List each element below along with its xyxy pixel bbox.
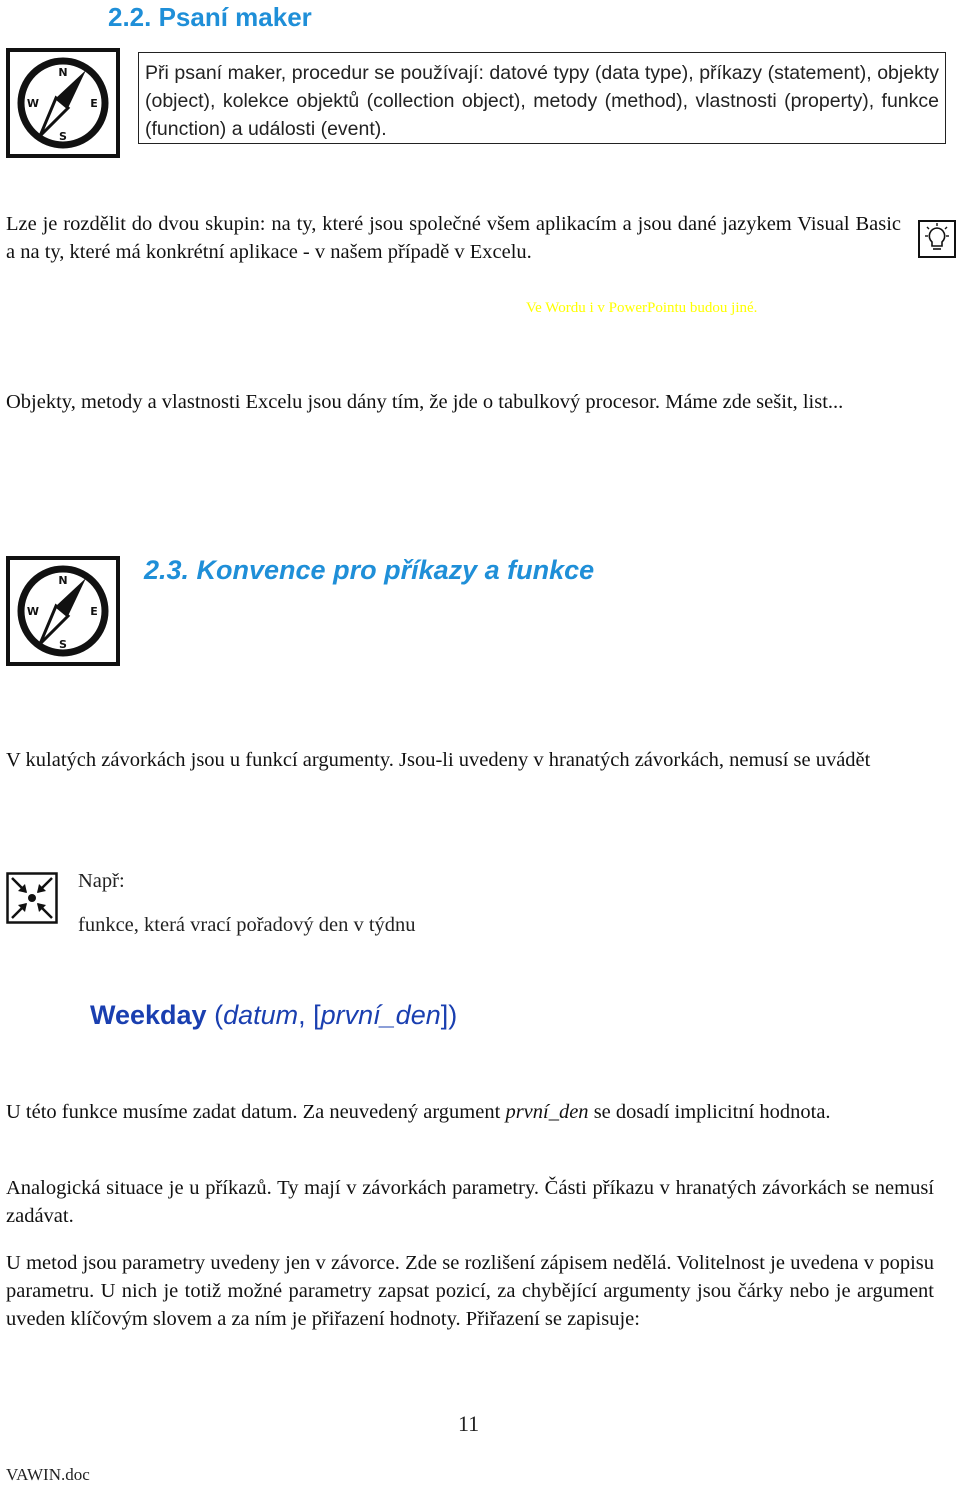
- para-default-italic: první_den: [505, 1101, 589, 1123]
- syntax-sep: , [: [298, 1000, 321, 1030]
- intro-callout-text: Při psaní maker, procedur se používají: datové typy (data type), příkazy (statement), objekty (object), kolekce objektů (collection object), metody (method), vlastnosti (property), funkce (function) a události (event).: [145, 62, 939, 140]
- svg-text:E: E: [90, 605, 98, 618]
- svg-text:S: S: [59, 638, 67, 651]
- paragraph-excel-objects: Objekty, metody a vlastnosti Excelu jsou dány tím, že jde o tabulkový procesor. Máme zde sešit, list...: [6, 391, 844, 413]
- compass-icon: [6, 556, 120, 666]
- example-label: Např:: [78, 870, 125, 892]
- syntax-open: (: [206, 1000, 224, 1030]
- section-title-2-3: 2.3. Konvence pro příkazy a funkce: [144, 555, 595, 585]
- example-description: funkce, která vrací pořadový den v týdnu: [78, 914, 416, 936]
- para-default-after: se dosadí implicitní hodnota.: [588, 1101, 831, 1123]
- intro-callout: [138, 52, 946, 144]
- svg-text:W: W: [26, 605, 40, 618]
- footer-filename: VAWIN.doc: [6, 1465, 90, 1484]
- weekday-syntax: [90, 1000, 457, 1031]
- syntax-function-name: Weekday: [90, 1000, 207, 1030]
- section-title-2-2: 2.2. Psaní maker: [108, 2, 312, 32]
- compass-icon: [6, 48, 120, 158]
- syntax-arg-datum: datum: [223, 1000, 299, 1030]
- page-number: 11: [458, 1411, 480, 1436]
- paragraph-default-argument: [6, 1098, 934, 1126]
- syntax-arg-prvni-den: první_den: [320, 1000, 441, 1030]
- note-text: Ve Wordu i v PowerPointu budou jiné.: [526, 300, 758, 316]
- lightbulb-icon: [918, 220, 956, 258]
- paragraph-arguments: V kulatých závorkách jsou u funkcí argumenty. Jsou-li uvedeny v hranatých závorkách, nemusí se uvádět: [6, 749, 871, 771]
- paragraph-commands: Analogická situace je u příkazů. Ty mají v závorkách parametry. Části příkazu v hranatých závorkách se nemusí zadávat.: [6, 1177, 934, 1227]
- svg-text:E: E: [90, 97, 98, 110]
- paragraph-methods: U metod jsou parametry uvedeny jen v závorce. Zde se rozlišení zápisem nedělá. Volitelnost je uvedena v popisu parametru. U nich je totiž možné parametry zapsat pozicí, za chybějící argumenty jsou čárky nebo je argument uveden klíčovým slovem a za ním je přiřazení hodnoty. Přiřazení se zapisuje:: [6, 1252, 934, 1330]
- example-arrows-icon: [6, 872, 58, 924]
- svg-text:S: S: [59, 130, 67, 143]
- svg-text:N: N: [58, 574, 68, 587]
- para-default-before: U této funkce musíme zadat datum. Za neuvedený argument: [6, 1101, 506, 1123]
- svg-text:W: W: [26, 97, 40, 110]
- paragraph-groups: Lze je rozdělit do dvou skupin: na ty, které jsou společné všem aplikacím a jsou dané jazykem Visual Basic a na ty, které má konkrétní aplikace - v našem případě v Excelu.: [6, 213, 901, 263]
- syntax-close: ]): [440, 1000, 458, 1030]
- svg-text:N: N: [58, 66, 68, 79]
